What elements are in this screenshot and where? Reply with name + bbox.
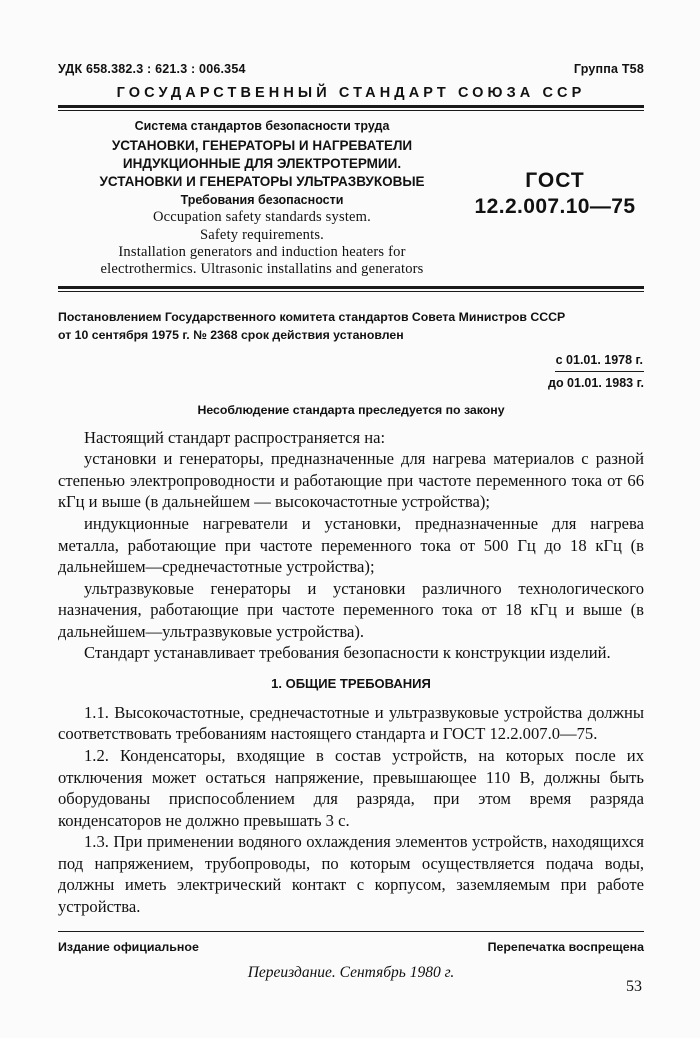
group-code: Группа Т58 [573, 62, 644, 76]
udk-code: УДК 658.382.3 : 621.3 : 006.354 [58, 62, 246, 76]
valid-to-date: до 01.01. 1983 г. [548, 375, 644, 390]
clause-1-1: 1.1. Высокочастотные, среднечастотные и ультразвуковые устройства должны соответствовать требованиям настоящего стандарта и ГОСТ 12.2.007.0—75. [58, 702, 644, 744]
body-intro: Настоящий стандарт распространяется на: [84, 427, 386, 447]
title-block [58, 111, 644, 282]
footer-rule [58, 931, 644, 932]
compliance-warning: Несоблюдение стандарта преследуется по закону [197, 402, 505, 417]
english-title-line-1: Occupation safety standards system. [152, 209, 371, 226]
page-number: 53 [626, 978, 642, 995]
main-title-line-3: УСТАНОВКИ И ГЕНЕРАТОРЫ УЛЬТРАЗВУКОВЫЕ [99, 173, 425, 189]
clause-1-2: 1.2. Конденсаторы, входящие в состав устройств, на которых после их отключения может остаться напряжение, превышающее 110 В, должны быть оборудованы приспособлением для разряда, при этом время разряда конденсаторов не должно превышать 3 с. [58, 745, 644, 830]
english-title-line-4: electrothermics. Ultrasonic installatins and generators [100, 260, 424, 277]
title-block-left [58, 119, 466, 278]
decree-line-1: Постановлением Государственного комитета стандартов Совета Министров СССР [58, 309, 566, 324]
footer-line [58, 940, 644, 954]
body-paragraph-3: ультразвуковые генераторы и установки различного технологического назначения, работающие при частоте переменного тока от 18 кГц и выше (в дальнейшем—ультразвуковые устройства). [58, 578, 644, 641]
main-title-line-2: ИНДУКЦИОННЫЕ ДЛЯ ЭЛЕКТРОТЕРМИИ. [122, 155, 402, 171]
header-rule-thick [58, 105, 644, 108]
gost-label: ГОСТ [525, 169, 585, 192]
validity-dates [58, 351, 644, 392]
valid-from-date: с 01.01. 1978 г. [555, 351, 644, 372]
page-content [58, 62, 644, 982]
title-rule-thick [58, 286, 644, 289]
english-title-line-3: Installation generators and induction heaters for [118, 243, 406, 260]
requirements-line: Требования безопасности [180, 193, 344, 208]
standard-banner-title: ГОСУДАРСТВЕННЫЙ СТАНДАРТ СОЮЗА ССР [116, 85, 586, 101]
section-1-heading: 1. ОБЩИЕ ТРЕБОВАНИЯ [271, 675, 431, 691]
main-title-line-1: УСТАНОВКИ, ГЕНЕРАТОРЫ И НАГРЕВАТЕЛИ [111, 138, 413, 153]
edition-note: Издание официальное [58, 940, 199, 955]
title-rule-thin [58, 291, 644, 292]
body-paragraph-4: Стандарт устанавливает требования безопасности к конструкции изделий. [84, 643, 611, 663]
gost-number: 12.2.007.10—75 [474, 195, 636, 218]
title-block-right [466, 119, 644, 278]
system-line: Система стандартов безопасности труда [134, 119, 390, 133]
clause-1-3: 1.3. При применении водяного охлаждения элементов устройств, находящихся под напряжением, трубопроводы, по которым осуществляется подача воды, должны иметь электрический контакт с корпусом, заземляемым при работе устройства. [58, 832, 644, 916]
document-body [58, 427, 644, 918]
body-paragraph-2: индукционные нагреватели и установки, предназначенные для нагрева металла, работающие при частоте переменного тока от 500 Гц до 18 кГц (в дальнейшем—среднечастотные устройства); [58, 514, 644, 577]
reissue-note: Переиздание. Сентябрь 1980 г. [247, 964, 455, 982]
decree-line-2: от 10 сентября 1975 г. № 2368 срок действия установлен [58, 327, 404, 342]
body-paragraph-1: установки и генераторы, предназначенные для нагрева материалов с разной степенью электропроводности и работающие при частоте переменного тока от 66 кГц и выше (в дальнейшем — высокочастотные устройства); [58, 449, 644, 512]
reprint-note: Перепечатка воспрещена [487, 940, 644, 955]
decree-block [58, 309, 644, 392]
document-header-line [58, 62, 644, 76]
english-title-line-2: Safety requirements. [200, 226, 324, 243]
